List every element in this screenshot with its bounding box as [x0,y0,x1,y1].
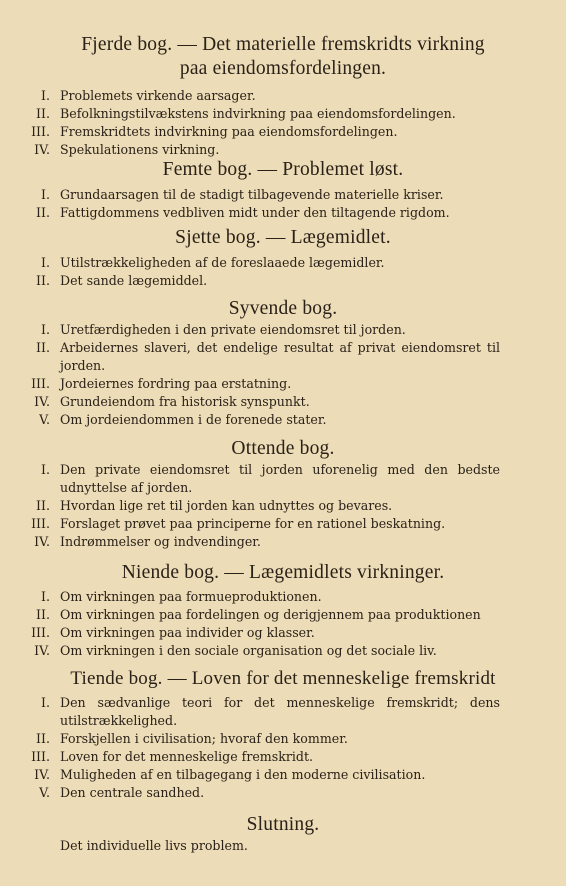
list-item [0,766,566,784]
item-number: II. [36,106,50,121]
list-item [0,186,566,204]
item-number: II. [36,731,50,746]
item-number: I. [41,88,50,103]
list-item [0,204,566,222]
list-item [0,497,566,515]
list-item [0,105,566,123]
item-number: IV. [34,394,50,409]
item-text: Den sædvanlige teori for det menneskelige fremskridt; dens utilstrækkelighed. [60,695,500,728]
section-slutning [0,813,566,855]
item-number: III. [31,625,50,640]
list-item [0,141,566,159]
section-heading: Slutning. [246,814,320,835]
item-text: Loven for det menneskelige fremskridt. [60,749,314,764]
item-text: Fremskridtets indvirkning paa eiendomsfordelingen. [60,124,398,139]
item-text: Den private eiendomsret til jorden uforenelig med den bedste udnyttelse af jorden. [60,462,500,495]
item-number: IV. [34,767,50,782]
list-item [0,694,566,730]
item-number: I. [41,322,50,337]
list-item [0,748,566,766]
list-item [0,393,566,411]
item-number: V. [39,412,50,427]
section-heading-line2: paa eiendomsfordelingen. [179,58,387,79]
list-item [0,123,566,141]
item-text: Om virkningen paa fordelingen og derigjennem paa produktionen [60,607,481,622]
list-item [0,339,566,375]
list-item [0,254,566,272]
item-text: Uretfærdigheden i den private eiendomsret til jorden. [60,322,406,337]
list-item [0,642,566,660]
item-text: Jordeiernes fordring paa erstatning. [60,376,292,391]
list-item [0,606,566,624]
list-item [0,588,566,606]
item-number: II. [36,205,50,220]
list-item [0,533,566,551]
section-ottende-bog [0,437,566,551]
item-text: Muligheden af en tilbagegang i den moderne civilisation. [60,767,426,782]
item-text: Det individuelle livs problem. [60,838,248,853]
item-text: Grundaarsagen til de stadigt tilbagevende materielle kriser. [60,187,444,202]
section-sjette-bog [0,226,566,290]
item-number: IV. [34,142,50,157]
item-number: II. [36,498,50,513]
list-item [0,837,566,855]
list-item [0,87,566,105]
list-item [0,375,566,393]
item-number: V. [39,785,50,800]
item-number: III. [31,749,50,764]
section-tiende-bog [0,667,566,802]
item-number: I. [41,695,50,710]
item-number: III. [31,376,50,391]
list-item [0,730,566,748]
list-item [0,411,566,429]
item-number: II. [36,273,50,288]
item-text: Om jordeiendommen i de forenede stater. [60,412,327,427]
section-heading: Tiende bog. — Loven for det menneskelige fremskridt [70,668,496,689]
section-heading: Sjette bog. — Lægemidlet. [175,227,391,248]
item-text: Fattigdommens vedbliven midt under den tiltagende rigdom. [60,205,450,220]
section-heading: Ottende bog. [231,438,335,459]
item-number: I. [41,462,50,477]
item-text: Arbeidernes slaveri, det endelige resultat af privat eiendomsret til jorden. [60,340,500,373]
section-niende-bog [0,561,566,660]
item-text: Om virkningen paa formueproduktionen. [60,589,322,604]
item-text: Om virkningen i den sociale organisation og det sociale liv. [60,643,437,658]
section-syvende-bog [0,297,566,429]
item-text: Utilstrækkeligheden af de foreslaaede lægemidler. [60,255,385,270]
item-text: Forskjellen i civilisation; hvoraf den kommer. [60,731,348,746]
section-heading: Fjerde bog. — Det materielle fremskridts virkning [81,34,485,55]
item-number: II. [36,607,50,622]
section-femte-bog [0,158,566,222]
item-text: Hvordan lige ret til jorden kan udnyttes og bevares. [60,498,393,513]
item-number: IV. [34,643,50,658]
item-number: I. [41,187,50,202]
item-number: I. [41,589,50,604]
list-item [0,624,566,642]
item-text: Om virkningen paa individer og klasser. [60,625,315,640]
item-text: Befolkningstilvækstens indvirkning paa eiendomsfordelingen. [60,106,456,121]
section-heading: Femte bog. — Problemet løst. [162,159,404,180]
item-number: III. [31,516,50,531]
item-text: Forslaget prøvet paa principerne for en rationel beskatning. [60,516,446,531]
list-item [0,272,566,290]
item-number: III. [31,124,50,139]
item-text: Den centrale sandhed. [60,785,205,800]
item-text: Spekulationens virkning. [60,142,220,157]
section-heading: Syvende bog. [228,298,338,319]
item-text: Indrømmelser og indvendinger. [60,534,261,549]
item-text: Det sande lægemiddel. [60,273,208,288]
item-number: IV. [34,534,50,549]
item-number: I. [41,255,50,270]
section-heading: Niende bog. — Lægemidlets virkninger. [121,562,445,583]
item-text: Problemets virkende aarsager. [60,88,256,103]
item-text: Grundeiendom fra historisk synspunkt. [60,394,310,409]
list-item [0,515,566,533]
list-item [0,321,566,339]
section-fjerde-bog [0,33,566,159]
item-number: II. [36,340,50,355]
list-item [0,784,566,802]
list-item [0,461,566,497]
